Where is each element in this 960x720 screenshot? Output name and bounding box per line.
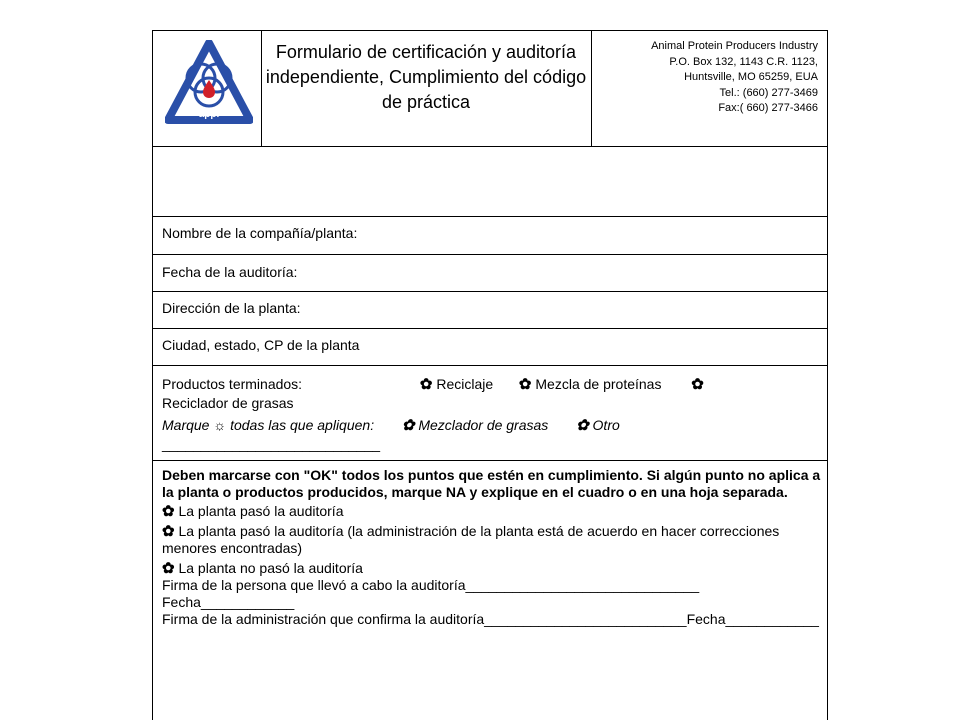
checkbox-passed-corrections[interactable]: ✿ <box>162 523 175 540</box>
appi-logo <box>165 40 253 128</box>
plant-address-field[interactable]: Dirección de la planta: <box>162 300 301 316</box>
option-failed-label: La planta no pasó la auditoría <box>178 560 363 576</box>
instructions-intro: Deben marcarse con "OK" todos los puntos que estén en cumplimiento. Si algún punto no aplica a la planta o productos producidos, marque NA y explique en el cuadro o en una hoja separada. <box>162 467 821 500</box>
option-passed <box>162 503 822 520</box>
option-grease-mixer: Mezclador de grasas <box>418 417 549 433</box>
company-info <box>592 39 818 117</box>
checkbox-grease-recycler[interactable]: ✿ <box>691 376 704 393</box>
checkbox-recycling[interactable]: ✿ <box>419 376 433 393</box>
products-label: Productos terminados: <box>162 376 303 392</box>
divider <box>152 460 828 461</box>
divider <box>152 146 828 147</box>
divider <box>152 365 828 366</box>
option-passed-label: La planta pasó la auditoría <box>178 503 344 519</box>
divider <box>152 291 828 292</box>
option-grease-recycler: Reciclador de grasas <box>162 395 294 411</box>
products-section <box>162 375 822 453</box>
option-passed-corrections-label: La planta pasó la auditoría (la administración de la planta está de acuerdo en hacer correcciones menores encontradas) <box>162 523 780 556</box>
company-name: Animal Protein Producers Industry <box>651 40 818 52</box>
audit-date-field[interactable]: Fecha de la auditoría: <box>162 264 298 280</box>
option-passed-corrections <box>162 523 822 557</box>
option-other: Otro <box>592 417 620 433</box>
instructions-section <box>162 467 822 628</box>
check-icon: ☼ <box>213 417 227 433</box>
divider <box>152 328 828 329</box>
auditor-signature-line[interactable]: Firma de la persona que llevó a cabo la auditoría______________________________ Fecha____________ <box>162 577 700 610</box>
mark-text: Marque <box>162 417 210 433</box>
checkbox-protein-mix[interactable]: ✿ <box>518 376 532 393</box>
mark-instruction: todas las que apliquen: <box>230 417 375 433</box>
company-address-line1: P.O. Box 132, 1143 C.R. 1123, <box>669 55 818 68</box>
management-signature-line[interactable]: Firma de la administración que confirma la auditoría__________________________Fecha____________ <box>162 611 819 627</box>
option-protein-mix: Mezcla de proteínas <box>535 376 662 392</box>
products-line-3 <box>162 416 822 435</box>
plant-city-field[interactable]: Ciudad, estado, CP de la planta <box>162 337 360 353</box>
other-blank[interactable]: ____________________________ <box>162 436 381 452</box>
divider <box>152 216 828 217</box>
company-tel: Tel.: (660) 277-3469 <box>719 86 818 99</box>
checkbox-passed[interactable]: ✿ <box>162 503 175 520</box>
company-fax: Fax:( 660) 277-3466 <box>718 102 818 114</box>
option-recycling: Reciclaje <box>436 376 494 392</box>
company-name-field[interactable]: Nombre de la compañía/planta: <box>162 225 358 241</box>
products-line-1 <box>162 375 822 394</box>
company-address-line2: Huntsville, MO 65259, EUA <box>684 71 818 83</box>
logo-text: appi <box>198 109 220 120</box>
option-failed <box>162 560 822 577</box>
form-title: Formulario de certificación y auditoría independiente, Cumplimiento del código de práctica <box>265 42 587 112</box>
checkbox-grease-mixer[interactable]: ✿ <box>401 417 415 434</box>
divider <box>152 254 828 255</box>
checkbox-other[interactable]: ✿ <box>576 417 589 434</box>
checkbox-failed[interactable]: ✿ <box>162 560 175 577</box>
